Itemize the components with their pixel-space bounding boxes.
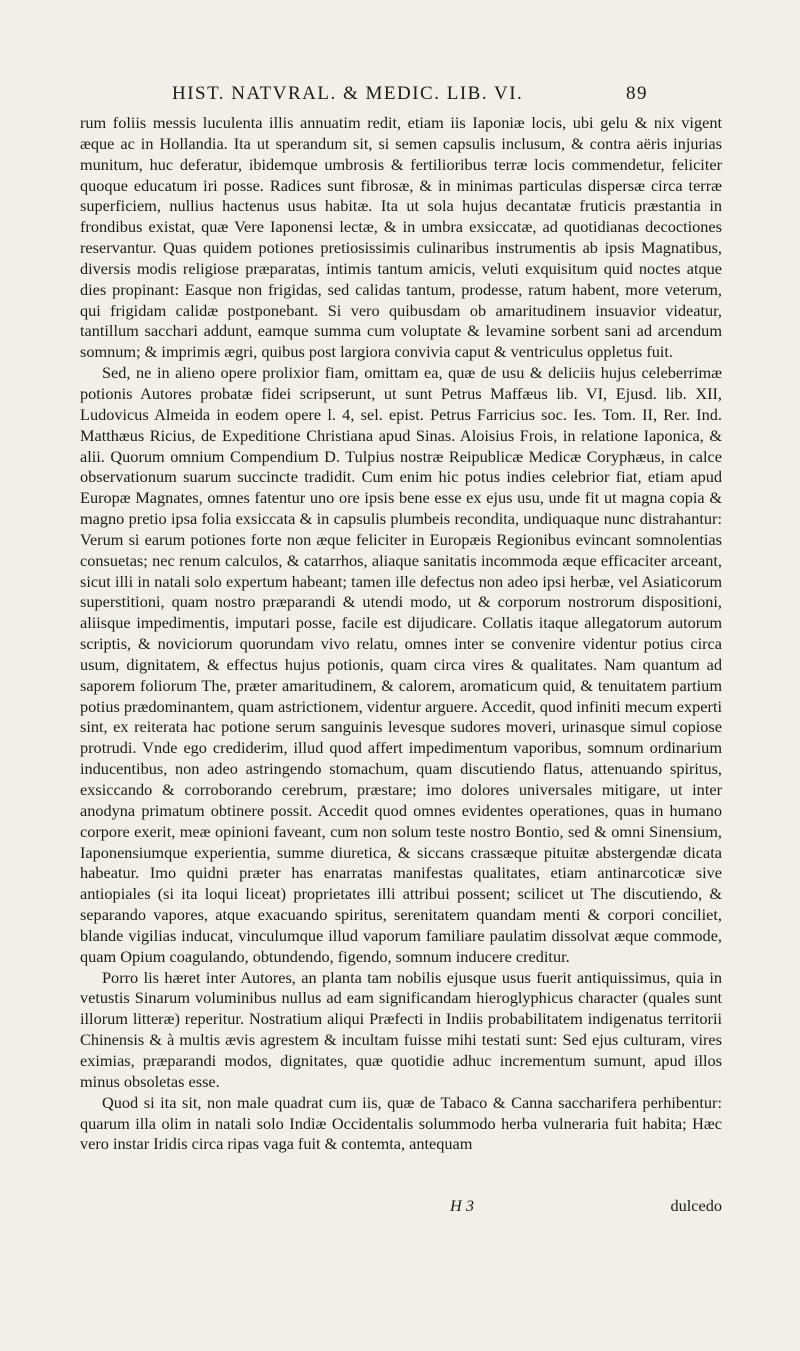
page-number: 89 (626, 83, 648, 104)
paragraph-4: Quod si ita sit, non male quadrat cum iis, quæ de Tabaco & Canna saccharifera perhibentur: quarum illa olim in natali solo Indiæ Occidentalis solummodo herba vulneraria fuit habita; Hæc vero instar Iridis circa ripas vaga fuit & contemta, antequam (80, 1092, 722, 1154)
text-body (80, 113, 722, 1155)
paragraph-3: Porro lis hæret inter Autores, an planta tam nobilis ejusque usus fuerit antiquissimus, quia in vetustis Sinarum voluminibus nullus ad eam significandam hieroglyphicus character (quales sunt illorum litteræ) reperitur. Nostratium aliqui Præfecti in Indiis probabilitatem indigenatus territorii Chinensis & à multis ævis agrestem & incultam fuisse mihi testati sunt: Sed ejus culturam, vires eximias, præparandi modos, dignitates, quæ quotidie adhuc incrementum sumunt, apud illos minus obsoletas esse. (80, 967, 722, 1091)
paragraph-2: Sed, ne in alieno opere prolixior fiam, omittam ea, quæ de usu & deliciis hujus celeberrimæ potionis Autores probatæ fidei scripserunt, ut sunt Petrus Maffæus lib. VI, Ejusd. lib. XII, Ludovicus Almeida in eodem opere l. 4, sel. epist. Petrus Farricius soc. Ies. Tom. II, Rer. Ind. Matthæus Ricius, de Expeditione Christiana apud Sinas. Aloisius Frois, in relatione Iaponica, & alii. Quorum omnium Compendium D. Tulpius nostræ Reipublicæ Medicæ Coryphæus, in calce observationum suarum succincte tradidit. Cum enim hic potus indies celebrior fiat, etiam apud Europæ Magnates, omnes fatentur uno ore ipsis bene esse ex ejus usu, unde fit ut magna copia & magno pretio ipsa folia exsiccata & in capsulis plumbeis recondita, undiquaque nunc distrahantur: Verum si earum potiones forte non æque feliciter in Europæis Regionibus evincant somnolentias consuetas; nec renum calculos, & catarrhos, aliaque sanitatis incommoda æque efficaciter arceant, sicut illi in natali solo expertum habeant; tamen ille defectus non adeo ipsi herbæ, vel Asiaticorum superstitioni, quam nostro præparandi & utendi modo, ut & corporum nostrorum dispositioni, aliisque impedimentis, imputari posse, facile est dijudicare. Collatis itaque allegatorum autorum scriptis, & noviciorum quorundam vivo relatu, omnes inter se convenire videntur potius circa usum, dignitatem, & effectus hujus potionis, quam circa vires & qualitates. Nam quantum ad saporem foliorum The, præter amaritudinem, & calorem, aromaticum quid, & tenuitatem partium potius prædominantem, quam astrictionem, videntur arguere. Accedit, quod infiniti mecum experti sint, ex reiterata hac potione serum sanguinis levesque sudores moveri, urinasque simul copiose protrudi. Vnde ego crediderim, illud quod affert impedimentum vaporibus, somnum ordinarium inducentibus, non adeo astringendo stomachum, quam discutiendo flatus, attenuando spiritus, exsiccando & corroborando cerebrum, præstare; imo dolores universales mitigare, ut inter anodyna primatum obtinere possit. Accedit quod omnes evidentes operationes, quas in humano corpore exerit, meæ opinioni faveant, cum non solum teste nostro Bontio, sed & omni Sinensium, Iaponensiumque experientia, summe diuretica, & siccans crassæque pituitæ abstergendæ dicata habeatur. Imo quidni præter has enarratas manifestas qualitates, etiam antinarcoticæ sive antiopiales (si ita loqui liceat) proprietates illi attribui possent; scilicet ut The discutiendo, & separando vapores, atque exacuando spiritus, serenitatem quandam menti & corpori conciliet, blande vigilias inducat, vinculumque illud vaporum familiare paulatim dissolvat æque commode, quam Opium coagulando, obtundendo, figendo, somnum inducere creditur. (80, 363, 722, 966)
page-header (150, 83, 648, 109)
signature-mark: H 3 (450, 1196, 474, 1215)
running-head: HIST. NATVRAL. & MEDIC. LIB. VI. (172, 83, 524, 104)
paragraph-1: rum foliis messis luculenta illis annuatim redit, etiam iis Iaponiæ locis, ubi gelu & nix vigent æque ac in Hollandia. Ita ut sperandum sit, si semen capsulis inclusum, & contra aëris injurias munitum, huc deferatur, ibidemque umbrosis & fertilioribus terræ locis commendetur, feliciter quoque educatum iri posse. Radices sunt fibrosæ, & in minimas particulas dispersæ circa terræ superficiem, nullius hactenus usus habitæ. Ita ut sola hujus decantatæ fruticis præstantia in frondibus existat, quæ Vere Iaponensi lectæ, & in umbra exsiccatæ, ad quotidianas decoctiones reservantur. Quas quidem potiones pretiosissimis culinaribus instrumentis ab ipsis Magnatibus, diversis modis religiose præparatas, intimis tantum amicis, veluti exquisitum quid noctes atque dies propinant: Easque non frigidas, sed calidas tantum, prodesse, ratum habent, more veterum, qui frigidam calidæ postponebant. Si vero quibusdam ob amaritudinem insuavior videatur, tantillum sacchari addunt, eamque summa cum voluptate & levamine sorbent sani ad arcendum somnum; & imprimis ægri, quibus post largiora convivia caput & ventriculus oppletus fuit. (80, 113, 722, 362)
catchword: dulcedo (670, 1196, 722, 1215)
page-footer (80, 1196, 722, 1218)
